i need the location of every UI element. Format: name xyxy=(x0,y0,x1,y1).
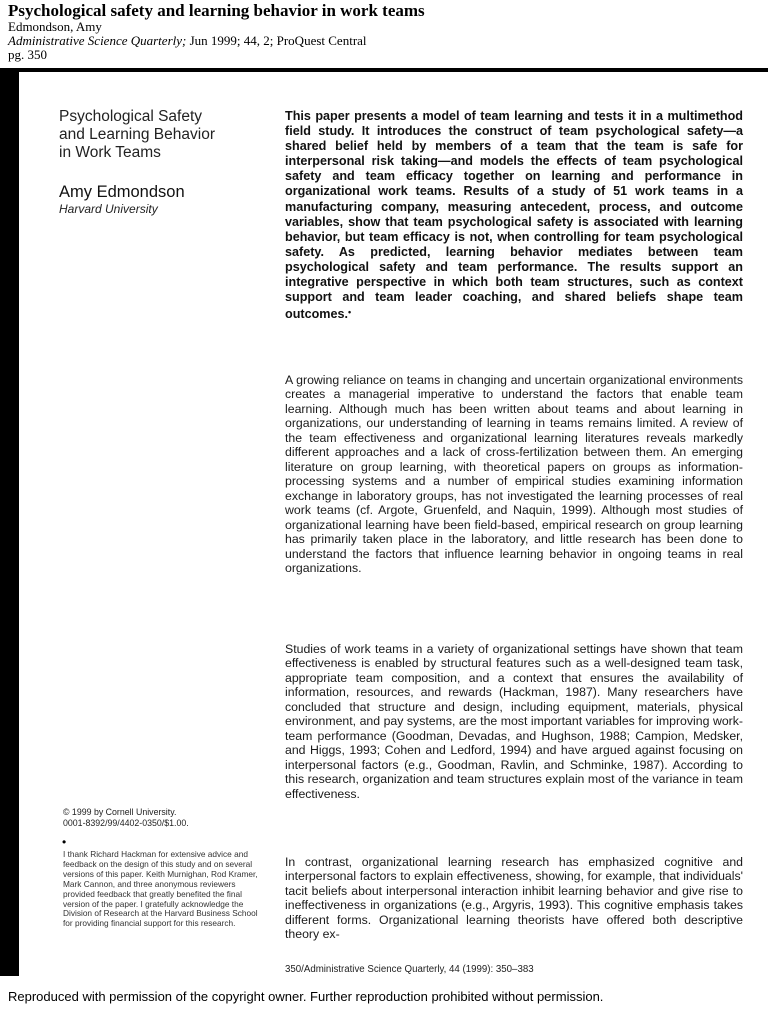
acknowledgment-footnote: I thank Richard Hackman for extensive advice and feedback on the design of this study and on several versions of this paper. Keith Murnighan, Rod Kramer, Mark Cannon, and three anonymous reviewers provided feedback that greatly benefited the final version of the paper. I gratefully acknowledge the Division of Research at the Harvard Business School for providing financial support for this research. xyxy=(63,849,258,929)
paper-title xyxy=(59,108,269,162)
issn-line: 0001-8392/99/4402-0350/$1.00. xyxy=(63,817,189,828)
paragraph-text: In contrast, organizational learning research has emphasized cognitive and interpersonal factors to explain effectiveness, showing, for example, that individuals' tacit beliefs about interpersonal interaction inhibit learning behavior and give rise to ineffectiveness in organizations (e.g., Argyris, 1993). This cognitive emphasis takes different forms. Organizational learning theorists have offered both descriptive theory ex- xyxy=(285,855,743,942)
citation-header xyxy=(8,1,758,62)
body-paragraph-1 xyxy=(285,373,743,576)
article-author: Edmondson, Amy xyxy=(8,19,102,34)
paper-title-line: and Learning Behavior xyxy=(59,126,215,143)
reproduction-notice: Reproduced with permission of the copyright owner. Further reproduction prohibited without permission. xyxy=(8,989,604,1004)
copyright-notice xyxy=(63,807,263,828)
abstract-text xyxy=(285,109,743,322)
footnote-bullet: • xyxy=(62,835,67,849)
body-paragraph-2 xyxy=(285,642,743,801)
abstract xyxy=(285,109,743,322)
paper-title-line: in Work Teams xyxy=(59,144,161,161)
body-paragraph-3 xyxy=(285,855,743,942)
article-title-heading: Psychological safety and learning behavior in work teams xyxy=(8,1,425,20)
paragraph-text: A growing reliance on teams in changing and uncertain organizational environments creates a managerial imperative to understand the factors that enable team learning. Although much has been written about teams and about learning in organizations, our understanding of learning in teams remains limited. A review of the team effectiveness and organizational learning literatures reveals markedly different approaches and a lack of cross-fertilization between them. An emerging literature on group learning, with theoretical papers on groups as information-processing systems and a number of empirical studies examining information exchange in laboratory groups, has not investigated the learning processes of real work teams (cf. Argote, Gruenfeld, and Naquin, 1999). Although most studies of organizational learning have been field-based, empirical research on group learning has primarily taken place in the laboratory, and little research has been done to understand the factors that influence learning behavior in ongoing teams in real organizations. xyxy=(285,373,743,576)
journal-name: Administrative Science Quarterly; xyxy=(8,33,187,48)
paragraph-text: Studies of work teams in a variety of organizational settings have shown that team effectiveness is enabled by structural features such as a well-designed team task, appropriate team composition, and a context that ensures the availability of information, resources, and rewards (Hackman, 1987). Many researchers have concluded that structure and design, including equipment, materials, physical environment, and pay systems, are the most important variables for improving work-team performance (Goodman, Devadas, and Hughson, 1988; Campion, Medsker, and Higgs, 1993; Cohen and Ledford, 1994) and have argued against focusing on interpersonal factors (e.g., Goodman, Ravlin, and Schminke, 1987). According to this research, organization and team structures explain most of the variance in team effectiveness. xyxy=(285,642,743,801)
paper-author: Amy Edmondson xyxy=(59,183,185,201)
abstract-footnote-mark: • xyxy=(347,307,352,318)
journal-citation xyxy=(8,34,758,48)
scan-left-border xyxy=(0,68,19,976)
paper-title-block xyxy=(59,108,269,216)
paper-title-line: Psychological Safety xyxy=(59,108,203,125)
citation-details: Jun 1999; 44, 2; ProQuest Central xyxy=(186,33,367,48)
abstract-body: This paper presents a model of team learning and tests it in a multimethod field study. It introduces the construct of team psychological safety—a shared belief held by members of a team that the team is safe for interpersonal risk taking—and models the effects of team psychological safety and team efficacy together on learning and performance in organizational work teams. Results of a study of 51 work teams in a manufacturing company, measuring antecedent, process, and outcome variables, show that team psychological safety is associated with learning behavior, but team efficacy is not, when controlling for team psychological safety. As predicted, learning behavior mediates between team psychological safety and team performance. The results support an integrative perspective in which both team structures, such as context support and team leader coaching, and shared beliefs shape team outcomes. xyxy=(285,109,743,322)
page-reference: pg. 350 xyxy=(8,47,47,62)
author-affiliation: Harvard University xyxy=(59,202,158,216)
scan-top-border xyxy=(0,68,768,72)
copyright-line: © 1999 by Cornell University. xyxy=(63,807,177,817)
page-footer: 350/Administrative Science Quarterly, 44 (1999): 350–383 xyxy=(285,964,534,975)
